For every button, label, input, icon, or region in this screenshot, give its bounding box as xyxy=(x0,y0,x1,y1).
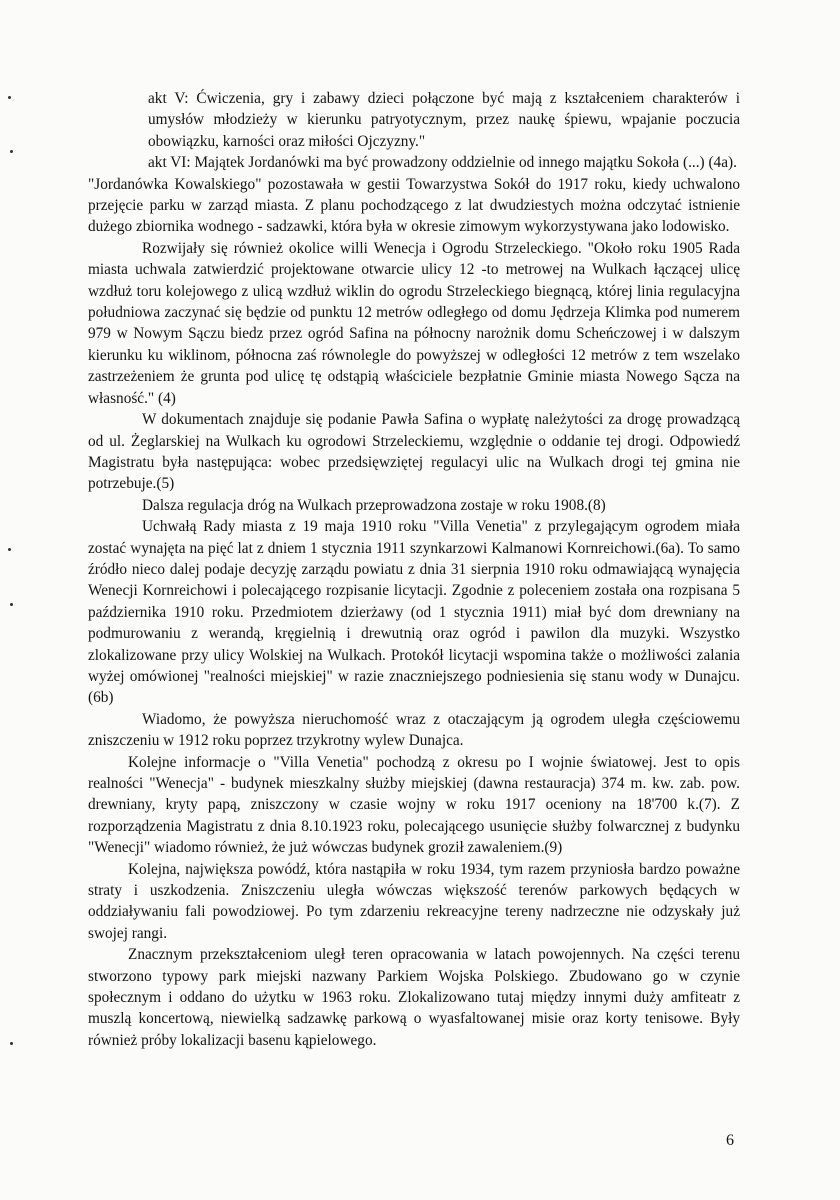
paragraph: akt V: Ćwiczenia, gry i zabawy dzieci połączone być mają z kształceniem charakterów i umysłów młodzieży w kierunku patryotycznym, przez naukę śpiewu, wpajanie poczucia obowiązku, karności oraz miłości Ojczyzny." xyxy=(148,90,740,150)
paragraph: "Jordanówka Kowalskiego" pozostawała w gestii Towarzystwa Sokół do 1917 roku, kiedy uchwalono przejęcie parku w zarząd miasta. Z planu pochodzącego z lat dwudziestych można odczytać istnienie dużego zbiornika wodnego - sadzawki, która była w okresie zimowym wykorzystywana jako lodowisko. xyxy=(88,175,740,236)
scan-mark xyxy=(8,548,11,551)
paragraph: Rozwijały się również okolice willi Wenecja i Ogrodu Strzeleckiego. "Około roku 1905 Rada miasta uchwala zatwierdzić projektowane otwarcie ulicy 12 -to metrowej na Wulkach łączącej ulicę wzdłuż toru kolejowego z ulicą wzdłuż wiklin do ogrodu Strzeleckiego biegnącą, której linia regulacyjna południowa zaczynać się będzie od punktu 12 metrów odległego od domu Jędrzeja Klimka pod numerem 979 w Nowym Sączu biedz przez ogród Safina na północny narożnik domu Scheńczowej i w dalszym kierunku ku wiklinom, północna zaś równolegle do powyższej w odległości 12 metrów z tem wszelako zastrzeżeniem że grunta pod ulicę tę odstąpią właściciele bezpłatnie Gminie miasta Nowego Sącza na własność." (4) xyxy=(88,239,740,407)
scan-mark xyxy=(10,1042,13,1045)
scan-mark xyxy=(10,150,13,153)
paragraph: W dokumentach znajduje się podanie Pawła Safina o wypłatę należytości za drogę prowadzącą od ul. Żeglarskiej na Wulkach ku ogrodowi Strzeleckiemu, względnie o oddanie tej drogi. Odpowiedź Magistratu była następująca: wobec przedsięwziętej regulacyi ulic na Wulkach drogi tej gmina nie potrzebuje.(5) xyxy=(88,411,740,493)
paragraph: Wiadomo, że powyższa nieruchomość wraz z otaczającym ją ogrodem uległa częściowemu zniszczeniu w 1912 roku poprzez trzykrotny wylew Dunajca. xyxy=(88,710,740,750)
page-number: 6 xyxy=(726,1132,734,1149)
scan-mark xyxy=(10,603,13,606)
paragraph: Kolejne informacje o "Villa Venetia" pochodzą z okresu po I wojnie światowej. Jest to opis realności "Wenecja" - budynek mieszkalny służby miejskiej (dawna restauracja) 374 m. kw. zab. pow. drewniany, kryty papą, zniszczony w czasie wojny w roku 1917 oceniony na 18'700 k.(7). Z rozporządzenia Magistratu z dnia 8.10.1923 roku, polecającego usunięcie służby folwarcznej z budynku "Wenecji" wiadomo również, że już wówczas budynek groził zawaleniem.(9) xyxy=(88,753,740,857)
paragraph: Znacznym przekształceniom uległ teren opracowania w latach powojennych. Na części terenu stworzono typowy park miejski nazwany Parkiem Wojska Polskiego. Zbudowano go w czynie społecznym i oddano do użytku w 1963 roku. Zlokalizowano tutaj między innymi duży amfiteatr z muszlą koncertową, niewielką sadzawkę parkową o wyasfaltowanej misie oraz korty tenisowe. Były również próby lokalizacji basenu kąpielowego. xyxy=(88,946,740,1049)
paragraph: Dalsza regulacja dróg na Wulkach przeprowadzona zostaje w roku 1908.(8) xyxy=(142,496,606,514)
paragraph: Uchwałą Rady miasta z 19 maja 1910 roku "Villa Venetia" z przylegającym ogrodem miała zostać wynajęta na pięć lat z dniem 1 stycznia 1911 szynkarzowi Kalmanowi Kornreichowi.(6a). To samo źródło nieco dalej podaje decyzję zarządu powiatu z dnia 31 sierpnia 1910 roku odmawiającą wynajęcia Wenecji Kornreichowi i polecającego rozpisanie licytacji. Zgodnie z poleceniem została ona rozpisana 5 października 1910 roku. Przedmiotem dzierżawy (od 1 stycznia 1911) miał być dom drewniany na podmurowaniu z werandą, kręgielnią i drewutnią oraz ogród i pawilon dla muzyki. Wszystko zlokalizowane przy ulicy Wolskiej na Wulkach. Protokół licytacji wspomina także o możliwości zalania wyżej omówionej "realności miejskiej" w razie znaczniejszego podniesienia się stanu wody w Dunajcu. (6b) xyxy=(88,518,740,707)
scan-mark xyxy=(8,96,11,99)
paragraph: Kolejna, największa powódź, która nastąpiła w roku 1934, tym razem przyniosła bardzo poważne straty i uszkodzenia. Zniszczeniu uległa wówczas większość terenów parkowych będących w oddziaływaniu fali powodziowej. Po tym zdarzeniu rekreacyjne tereny nadrzeczne nie odzyskały już swojej rangi. xyxy=(88,860,740,942)
paragraph: akt VI: Majątek Jordanówki ma być prowadzony oddzielnie od innego majątku Sokoła (...) (4a). xyxy=(148,154,737,172)
document-body xyxy=(88,88,740,1051)
